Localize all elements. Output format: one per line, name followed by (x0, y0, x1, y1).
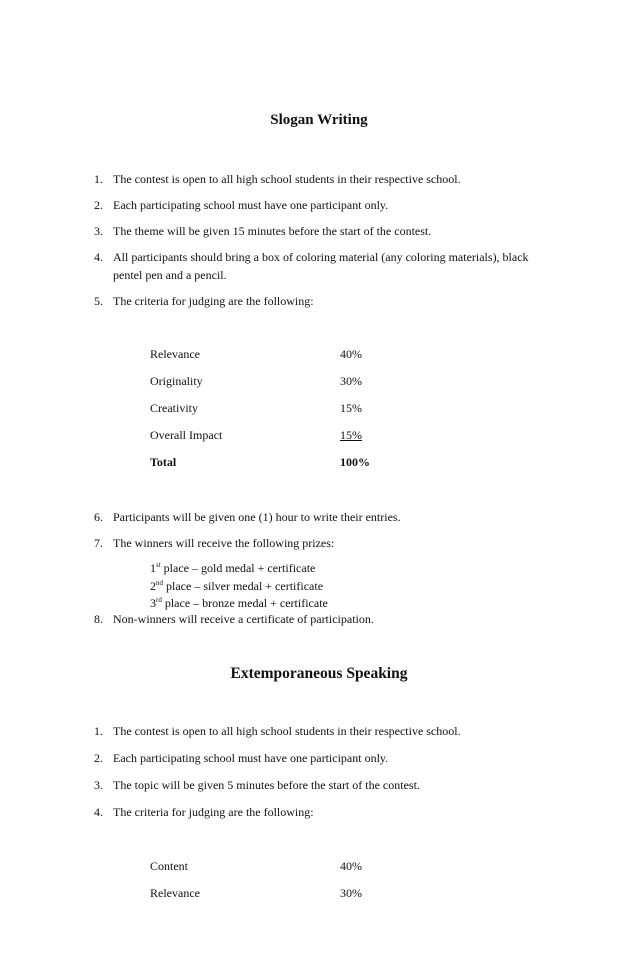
list-text: The winners will receive the following prizes: (113, 536, 335, 550)
criteria-row (150, 884, 450, 902)
criteria-label: Overall Impact (150, 428, 223, 442)
list-number: 2. (94, 751, 103, 765)
prize-text: place – silver medal + certificate (163, 579, 324, 593)
prize-ordinal: 2 (150, 579, 156, 593)
criteria-label: Creativity (150, 401, 198, 415)
prize-line (150, 578, 323, 594)
list-number: 1. (94, 724, 103, 738)
criteria-row (150, 372, 450, 390)
list-number: 1. (94, 172, 103, 186)
criteria-total-label: Total (150, 455, 177, 469)
list-text: Each participating school must have one participant only. (113, 751, 389, 765)
criteria-percent: 30% (340, 374, 362, 388)
criteria-total-percent: 100% (340, 455, 370, 469)
list-number: 7. (94, 536, 103, 550)
prize-ordinal-suffix: nd (156, 579, 163, 587)
criteria-label: Originality (150, 374, 203, 388)
list-text: All participants should bring a box of coloring material (any coloring materials), black pentel pen and a pencil. (113, 250, 529, 282)
prize-line (150, 595, 328, 611)
criteria-total-row (150, 453, 450, 471)
prize-ordinal-suffix: rd (156, 596, 162, 604)
list-text: The topic will be given 5 minutes before the start of the contest. (113, 778, 420, 792)
list-number: 3. (94, 778, 103, 792)
list-text: Each participating school must have one participant only. (113, 198, 389, 212)
section-title-extemporaneous-speaking: Extemporaneous Speaking (230, 665, 408, 682)
criteria-percent: 40% (340, 859, 362, 873)
list-text: The criteria for judging are the following: (113, 294, 314, 308)
criteria-percent: 15% (340, 428, 362, 442)
criteria-label: Relevance (150, 886, 200, 900)
criteria-row (150, 399, 450, 417)
criteria-label: Relevance (150, 347, 200, 361)
list-text: The contest is open to all high school students in their respective school. (113, 172, 461, 186)
criteria-percent: 30% (340, 886, 362, 900)
list-text: The criteria for judging are the following: (113, 805, 314, 819)
list-text: The contest is open to all high school students in their respective school. (113, 724, 461, 738)
list-number: 2. (94, 198, 103, 212)
criteria-percent: 40% (340, 347, 362, 361)
criteria-row (150, 426, 450, 444)
criteria-row (150, 857, 450, 875)
criteria-row (150, 345, 450, 363)
criteria-percent: 15% (340, 401, 362, 415)
list-text: The theme will be given 15 minutes before the start of the contest. (113, 224, 432, 238)
prize-text: place – bronze medal + certificate (161, 596, 328, 610)
prize-text: place – gold medal + certificate (160, 561, 316, 575)
list-number: 8. (94, 612, 103, 626)
prize-ordinal: 1 (150, 561, 156, 575)
list-number: 4. (94, 250, 103, 264)
section-title-slogan-writing: Slogan Writing (270, 112, 368, 128)
list-number: 6. (94, 510, 103, 524)
list-text: Non-winners will receive a certificate of participation. (113, 612, 374, 626)
criteria-label: Content (150, 859, 188, 873)
list-number: 5. (94, 294, 103, 308)
list-text: Participants will be given one (1) hour to write their entries. (113, 510, 401, 524)
list-number: 4. (94, 805, 103, 819)
prize-ordinal: 3 (150, 596, 156, 610)
prize-ordinal-suffix: st (156, 561, 161, 569)
prize-line (150, 560, 315, 576)
list-number: 3. (94, 224, 103, 238)
